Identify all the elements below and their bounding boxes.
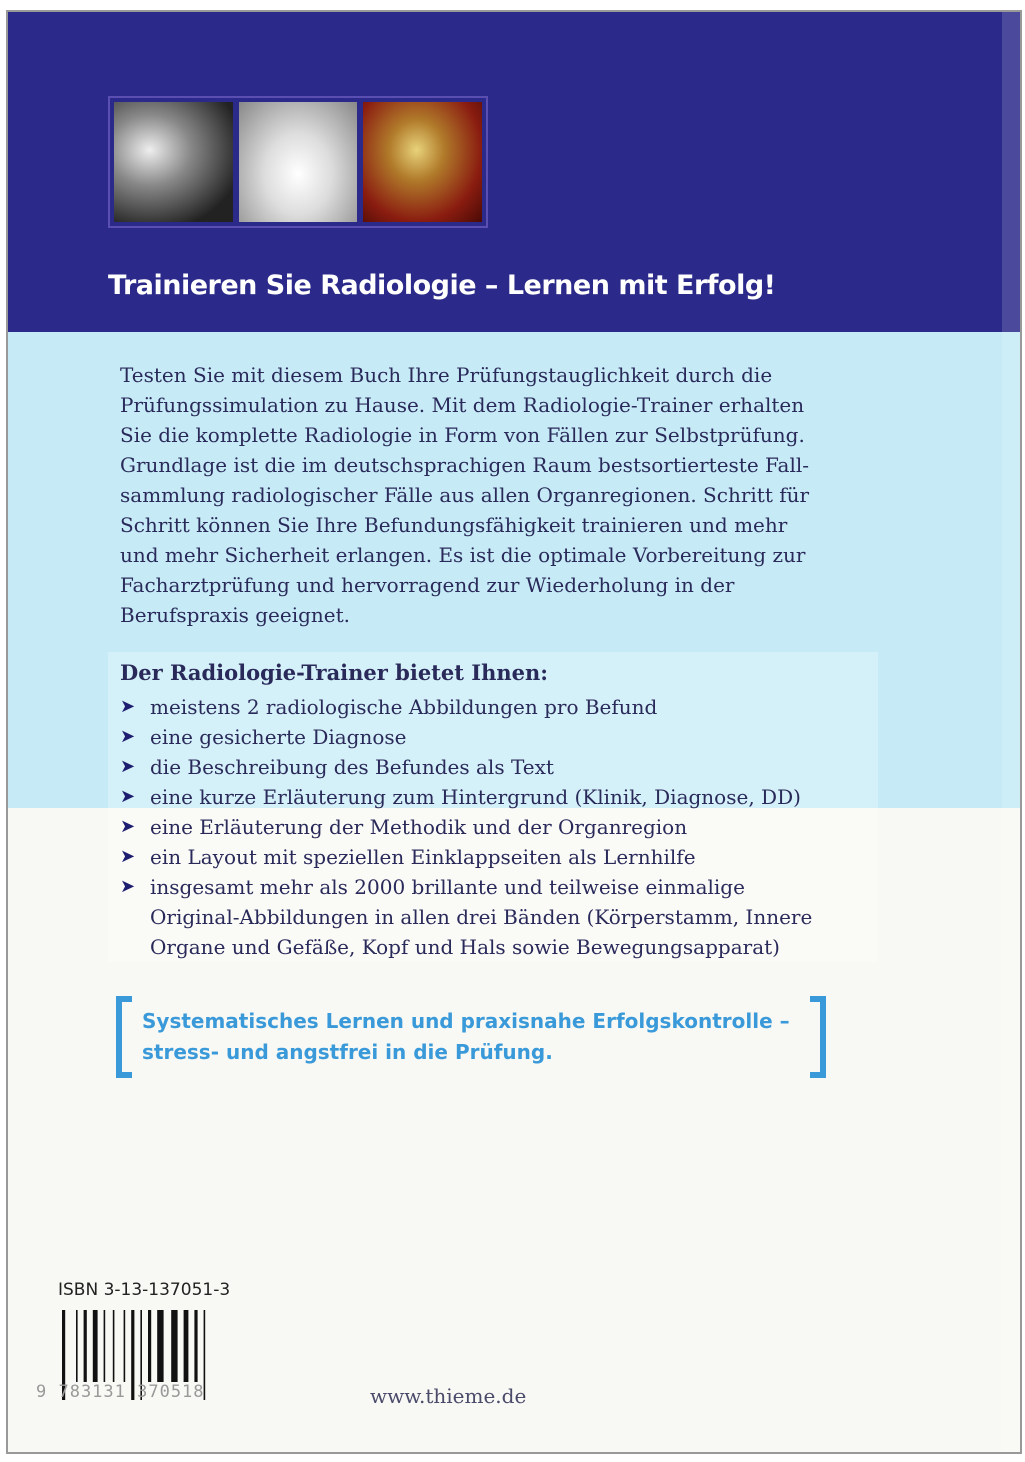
list-item-text: eine Erläuterung der Methodik und der Organregion [150,815,688,839]
arrow-icon: ➤ [120,846,136,867]
list-item [120,782,812,812]
barcode-bar [171,1310,177,1382]
barcode-bar [194,1310,197,1382]
publisher-url[interactable]: www.thieme.de [370,1384,527,1408]
quote-line: stress- und angstfrei in die Prüfung. [142,1040,553,1064]
quote-text [142,1006,790,1068]
headline: Trainieren Sie Radiologie – Lernen mit Erfolg! [108,270,776,301]
barcode-digits: 9 783131 370518 [36,1382,205,1402]
list-item [120,812,812,842]
arrow-icon: ➤ [120,876,136,897]
arrow-icon: ➤ [120,726,136,747]
list-item [120,872,812,902]
list-item-text: eine gesicherte Diagnose [150,725,407,749]
list-item-continued [120,902,812,932]
radiology-images [108,96,488,228]
intro-line: sammlung radiologischer Fälle aus allen Organregionen. Schritt für [120,483,810,507]
list-item-text: insgesamt mehr als 2000 brillante und teilweise einmalige [150,875,745,899]
barcode-bar [148,1310,151,1382]
list-item-text: Organe und Gefäße, Kopf und Hals sowie Bewegungsapparat) [150,935,780,959]
intro-line: Prüfungssimulation zu Hause. Mit dem Radiologie-Trainer erhalten [120,393,805,417]
barcode-bar [93,1310,98,1382]
intro-line: Facharztprüfung und hervorragend zur Wiederholung in der [120,573,735,597]
abdomen-xray-image [114,102,233,222]
list-item-text: ein Layout mit speziellen Einklappseiten als Lernhilfe [150,845,696,869]
intro-text [120,360,809,630]
features-title: Der Radiologie-Trainer bietet Ihnen: [120,660,548,685]
features-list [120,692,812,962]
arrow-icon: ➤ [120,816,136,837]
book-back-cover [6,10,1022,1454]
barcode-bar [124,1310,126,1382]
list-item-continued [120,932,812,962]
spine-strip [1002,12,1020,1452]
list-item [120,692,812,722]
list-item [120,752,812,782]
bracket-quote [116,996,826,1078]
list-item-text: die Beschreibung des Befundes als Text [150,755,554,779]
barcode-bar [104,1310,106,1382]
intro-line: Berufspraxis geeignet. [120,603,351,627]
list-item-text: meistens 2 radiologische Abbildungen pro Befund [150,695,658,719]
arrow-icon: ➤ [120,756,136,777]
barcode-bar [76,1310,78,1382]
list-item-text: Original-Abbildungen in allen drei Bänden (Körperstamm, Innere [150,905,813,929]
heart-3d-ct-image [363,102,482,222]
intro-line: Testen Sie mit diesem Buch Ihre Prüfungstauglichkeit durch die [120,363,773,387]
isbn: ISBN 3-13-137051-3 [58,1280,231,1300]
intro-line: Schritt können Sie Ihre Befundungsfähigkeit trainieren und mehr [120,513,788,537]
list-item [120,722,812,752]
arrow-icon: ➤ [120,696,136,717]
intro-line: Sie die komplette Radiologie in Form von Fällen zur Selbstprüfung. [120,423,805,447]
chest-xray-image [239,102,358,222]
barcode-bar [184,1310,189,1382]
intro-line: und mehr Sicherheit erlangen. Es ist die optimale Vorbereitung zur [120,543,806,567]
quote-line: Systematisches Lernen und praxisnahe Erfolgskontrolle – [142,1009,790,1033]
arrow-icon: ➤ [120,786,136,807]
barcode-bar [84,1310,87,1382]
list-item [120,842,812,872]
barcode-bar [157,1310,163,1382]
intro-line: Grundlage ist die im deutschsprachigen Raum bestsortierteste Fall- [120,453,810,477]
list-item-text: eine kurze Erläuterung zum Hintergrund (Klinik, Diagnose, DD) [150,785,801,809]
barcode-bar [113,1310,115,1382]
